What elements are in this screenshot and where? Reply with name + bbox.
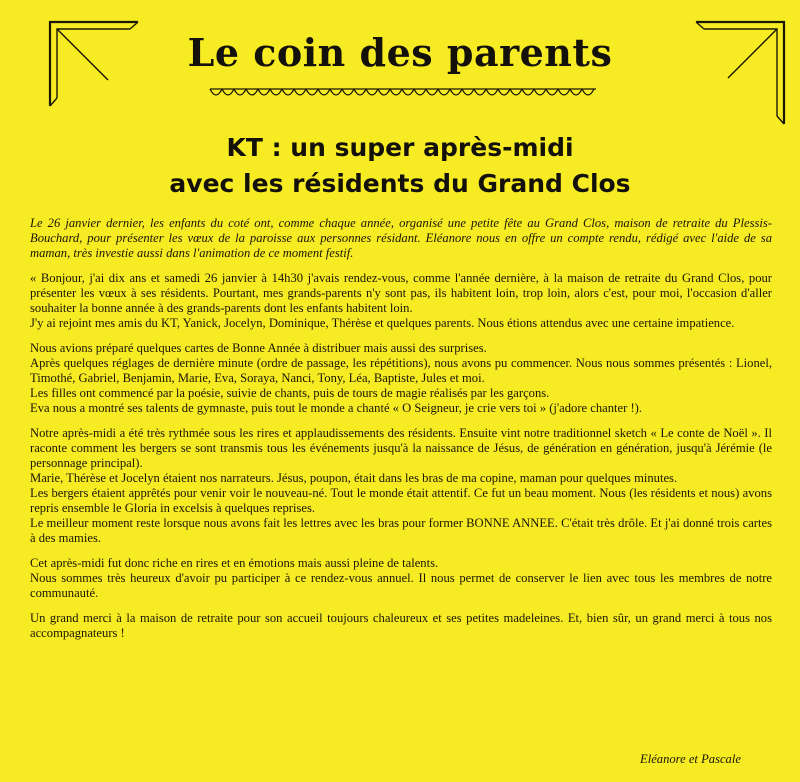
- paragraph-line: J'y ai rejoint mes amis du KT, Yanick, Jocelyn, Dominique, Thérèse et quelques parents. Nous étions attendus avec une certaine impatience.: [30, 316, 735, 330]
- paragraph-line: Cet après-midi fut donc riche en rires et en émotions mais aussi pleine de talents.: [30, 556, 439, 570]
- paragraph-line: Nous avions préparé quelques cartes de Bonne Année à distribuer mais aussi des surprises.: [30, 341, 487, 355]
- paragraph-line: Un grand merci à la maison de retraite pour son accueil toujours chaleureux et ses petites madeleines. Et, bien sûr, un grand merci à tous nos accompagnateurs !: [30, 611, 772, 640]
- paragraph-line: Les bergers étaient apprêtés pour venir voir le nouveau-né. Tout le monde était attentif. Ce fut un beau moment. Nous (les résidents et nous) avons repris ensemble le Gloria in excelsis à quelques reprises.: [30, 486, 772, 515]
- paragraph-line: Après quelques réglages de dernière minute (ordre de passage, les répétitions), nous avons pu commencer. Nous nous sommes présentés : Lionel, Timothé, Gabriel, Benjamin, Marie, Eva, Soraya, Nanci, Tony, Léa, Baptiste, Jules et moi.: [30, 356, 772, 385]
- paragraph-line: Notre après-midi a été très rythmée sous les rires et applaudissements des résidents. Ensuite vint notre traditionnel sketch « Le conte de Noël ». Il raconte comment les bergers se sont transmis tous les événements jusqu'à la naissance de Jésus, de génération en génération, jusqu'à Jérémie (le personnage principal).: [30, 426, 772, 470]
- paragraph-line: Nous sommes très heureux d'avoir pu participer à ce rendez-vous annuel. Il nous permet de conserver le lien avec tous les membres de notre communauté.: [30, 571, 772, 600]
- section-title: Le coin des parents: [187, 30, 613, 75]
- paragraph-line: Le meilleur moment reste lorsque nous avons fait les lettres avec les bras pour former BONNE ANNEE. C'était très drôle. Et j'ai donné trois cartes à des mamies.: [30, 516, 772, 545]
- paragraph-line: « Bonjour, j'ai dix ans et samedi 26 janvier à 14h30 j'avais rendez-vous, comme l'année dernière, à la maison de retraite du Grand Clos, pour présenter les vœux à ses résidents. Pourtant, mes grands-parents n'y sont pas, ils habitent loin, trop loin, alors c'est, pour moi, l'occasion d'aller souhaiter la bonne année à des grands-parents dont les enfants habitent loin.: [30, 271, 772, 315]
- paragraph-line: Les filles ont commencé par la poésie, suivie de chants, puis de tours de magie réalisés par les garçons.: [30, 386, 550, 400]
- article-headline: [0, 130, 800, 202]
- signature: Eléanore et Pascale: [640, 752, 741, 766]
- paragraph-5: [30, 611, 772, 641]
- paragraph-1: [30, 271, 772, 331]
- paragraph-2: [30, 341, 772, 416]
- paragraph-line: Marie, Thérèse et Jocelyn étaient nos narrateurs. Jésus, poupon, était dans les bras de ma copine, maman pour quelques minutes.: [30, 471, 678, 485]
- paragraph-line: Eva nous a montré ses talents de gymnaste, puis tout le monde a chanté « O Seigneur, je crie vers toi » (j'adore chanter !).: [30, 401, 643, 415]
- article-body: [30, 216, 772, 651]
- scallop-border-icon: [208, 86, 598, 102]
- paragraph-4: [30, 556, 772, 601]
- headline-line-1: KT : un super après-midi: [226, 133, 574, 162]
- article-intro: Le 26 janvier dernier, les enfants du coté ont, comme chaque année, organisé une petite fête au Grand Clos, maison de retraite du Plessis-Bouchard, pour présenter les vœux de la paroisse aux personnes résidant. Eléanore nous en offre un compte rendu, rédigé avec l'aide de sa maman, très investie aussi dans l'animation de ce moment festif.: [30, 216, 772, 260]
- paragraph-3: [30, 426, 772, 546]
- headline-line-2: avec les résidents du Grand Clos: [169, 169, 631, 198]
